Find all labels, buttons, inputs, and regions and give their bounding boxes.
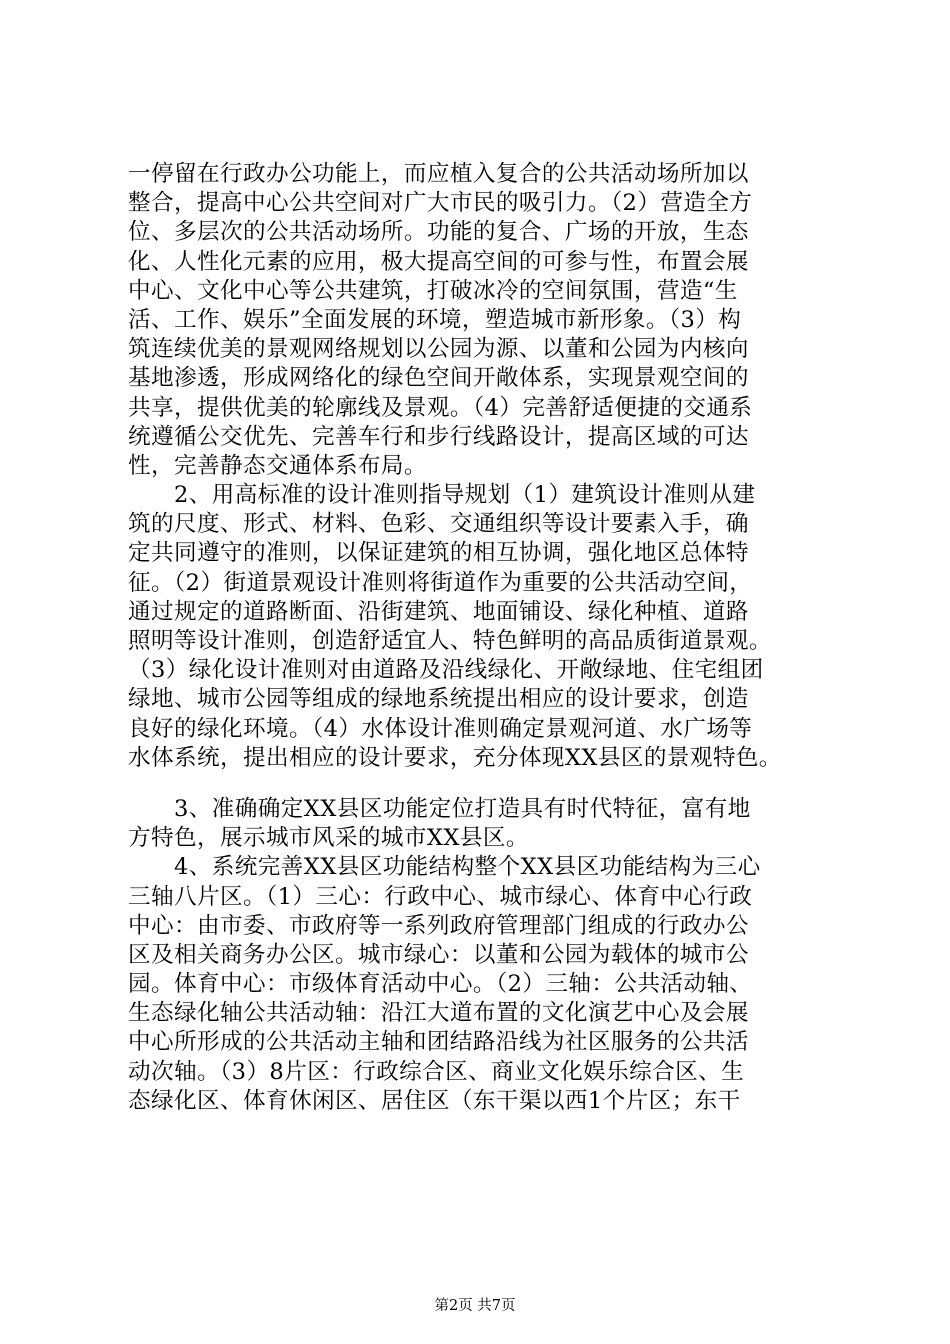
text-line: 定共同遵守的准则，以保证建筑的相互协调，强化地区总体特 — [128, 540, 749, 567]
text-line: 2、用高标准的设计准则指导规划（1）建筑设计准则从建 — [128, 482, 756, 509]
text-line: 方特色，展示城市风采的城市XX县区。 — [128, 825, 529, 852]
page-footer: 第2页 共7页 — [434, 1298, 516, 1314]
paragraph-gap — [128, 773, 838, 795]
text-line: 中心所形成的公共活动主轴和团结路沿线为社区服务的公共活 — [128, 1029, 749, 1056]
text-line: （3）绿化设计准则对由道路及沿线绿化、开敞绿地、住宅组团 — [128, 657, 764, 684]
text-line: 动次轴。（3）8片区：行政综合区、商业文化娱乐综合区、生 — [128, 1058, 745, 1085]
text-line: 良好的绿化环境。（4）水体设计准则确定景观河道、水广场等 — [128, 715, 753, 742]
text-line: 4、系统完善XX县区功能结构整个XX县区功能结构为三心 — [128, 854, 761, 881]
text-line: 共享，提供优美的轮廓线及景观。（4）完善舒适便捷的交通系 — [128, 394, 753, 421]
text-line: 三轴八片区。（1）三心：行政中心、城市绿心、体育中心行政 — [128, 883, 753, 910]
text-line: 通过规定的道路断面、沿街建筑、地面铺设、绿化种植、道路 — [128, 598, 749, 625]
text-line: 照明等设计准则，创造舒适宜人、特色鲜明的高品质街道景观。 — [128, 628, 772, 654]
text-line: 区及相关商务办公区。城市绿心：以董和公园为载体的城市公 — [128, 941, 749, 968]
text-line: 征。（2）街道景观设计准则将街道作为重要的公共活动空间， — [128, 569, 753, 596]
text-line: 整合，提高中心公共空间对广大市民的吸引力。（2）营造全方 — [128, 190, 753, 217]
body-text — [128, 160, 838, 1116]
text-line: 水体系统，提出相应的设计要求，充分体现XX县区的景观特色。 — [128, 744, 782, 771]
text-line: 态绿化区、体育休闲区、居住区（东干渠以西1个片区；东干 — [128, 1087, 741, 1114]
text-line: 绿地、城市公园等组成的绿地系统提出相应的设计要求，创造 — [128, 686, 749, 713]
text-line: 筑的尺度、形式、材料、色彩、交通组织等设计要素入手，确 — [128, 511, 749, 538]
text-line: 生态绿化轴公共活动轴：沿江大道布置的文化演艺中心及会展 — [128, 1000, 749, 1027]
text-line: 筑连续优美的景观网络规划以公园为源、以董和公园为内核向 — [128, 336, 749, 363]
text-line: 园。体育中心：市级体育活动中心。（2）三轴：公共活动轴、 — [128, 971, 753, 998]
text-line: 统遵循公交优先、完善车行和步行线路设计，提高区域的可达 — [128, 423, 749, 450]
text-line: 3、准确确定XX县区功能定位打造具有时代特征，富有地 — [128, 795, 751, 822]
text-line: 化、人性化元素的应用，极大提高空间的可参与性，布置会展 — [128, 248, 749, 275]
text-line: 中心：由市委、市政府等一系列政府管理部门组成的行政办公 — [128, 912, 749, 939]
text-line: 一停留在行政办公功能上，而应植入复合的公共活动场所加以 — [128, 161, 749, 187]
text-line: 活、工作、娱乐”全面发展的环境，塑造城市新形象。（3）构 — [128, 306, 742, 333]
text-line: 性，完善静态交通体系布局。 — [128, 452, 427, 479]
text-line: 中心、文化中心等公共建筑，打破冰冷的空间氛围，营造“生 — [128, 277, 738, 304]
text-line: 基地渗透，形成网络化的绿色空间开敞体系，实现景观空间的 — [128, 365, 749, 392]
text-line: 位、多层次的公共活动场所。功能的复合、广场的开放，生态 — [128, 219, 749, 246]
